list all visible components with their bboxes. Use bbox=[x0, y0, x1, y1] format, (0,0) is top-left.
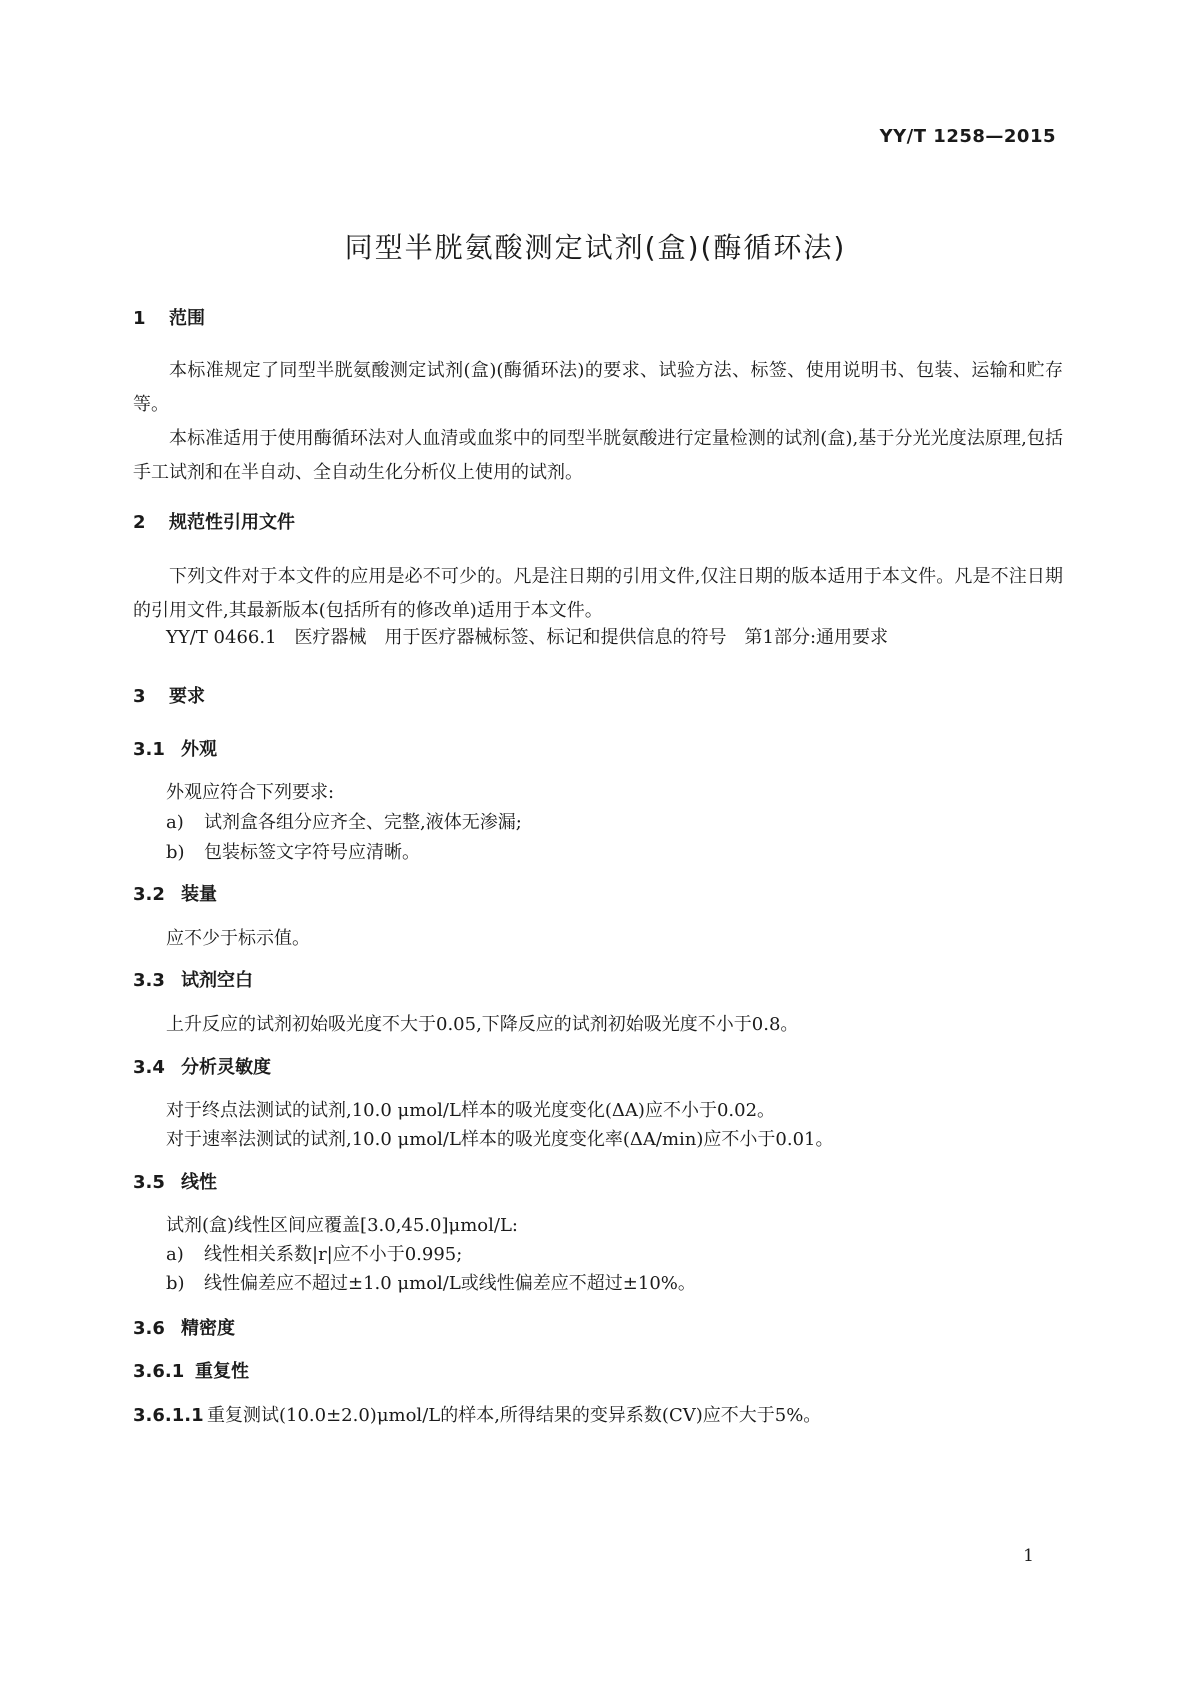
item-label: b) bbox=[166, 1273, 185, 1294]
linearity-item-a bbox=[166, 1240, 462, 1266]
section-title: 要求 bbox=[169, 686, 205, 707]
section-3-heading bbox=[133, 682, 205, 708]
repeatability-text: 重复测试(10.0±2.0)μmol/L的样本,所得结果的变异系数(CV)应不大于5%。 bbox=[207, 1405, 822, 1426]
section-3-3-heading bbox=[133, 966, 253, 992]
section-3-1-heading bbox=[133, 735, 217, 761]
item-text: 线性相关系数|r|应不小于0.995; bbox=[204, 1244, 463, 1265]
linearity-intro: 试剂(盒)线性区间应覆盖[3.0,45.0]μmol/L: bbox=[166, 1215, 518, 1236]
sensitivity-rate-text: 对于速率法测试的试剂,10.0 μmol/L样本的吸光度变化率(ΔA/min)应不小于0.01。 bbox=[166, 1129, 834, 1150]
section-title: 线性 bbox=[181, 1172, 217, 1193]
section-number: 3.2 bbox=[133, 884, 165, 905]
section-title: 精密度 bbox=[181, 1318, 235, 1339]
section-3-6-1-1 bbox=[133, 1401, 821, 1427]
section-2-paragraph: 下列文件对于本文件的应用是必不可少的。凡是注日期的引用文件,仅注日期的版本适用于本文件。凡是不注日期的引用文件,其最新版本(包括所有的修改单)适用于本文件。 bbox=[133, 566, 1063, 621]
item-label: a) bbox=[166, 1244, 184, 1265]
section-number: 3.6.1.1 bbox=[133, 1405, 204, 1426]
section-number: 1 bbox=[133, 308, 146, 329]
section-title: 外观 bbox=[181, 739, 217, 760]
item-label: b) bbox=[166, 842, 185, 863]
section-number: 3 bbox=[133, 686, 146, 707]
document-title: 同型半胱氨酸测定试剂(盒)(酶循环法) bbox=[344, 231, 847, 264]
linearity-item-b bbox=[166, 1269, 696, 1295]
section-3-2-heading bbox=[133, 880, 217, 906]
fill-volume-text: 应不少于标示值。 bbox=[166, 928, 310, 949]
item-text: 线性偏差应不超过±1.0 μmol/L或线性偏差应不超过±10%。 bbox=[204, 1273, 696, 1294]
section-1-paragraph-2: 本标准适用于使用酶循环法对人血清或血浆中的同型半胱氨酸进行定量检测的试剂(盒),基于分光光度法原理,包括手工试剂和在半自动、全自动生化分析仪上使用的试剂。 bbox=[133, 428, 1063, 483]
item-text: 试剂盒各组分应齐全、完整,液体无渗漏; bbox=[204, 812, 522, 833]
section-title: 试剂空白 bbox=[181, 970, 253, 991]
section-3-5-heading bbox=[133, 1168, 217, 1194]
section-title: 重复性 bbox=[195, 1361, 249, 1382]
normative-reference: YY/T 0466.1 医疗器械 用于医疗器械标签、标记和提供信息的符号 第1部分:通用要求 bbox=[166, 627, 889, 648]
section-number: 2 bbox=[133, 512, 146, 533]
section-3-6-heading bbox=[133, 1314, 235, 1340]
reagent-blank-text: 上升反应的试剂初始吸光度不大于0.05,下降反应的试剂初始吸光度不小于0.8。 bbox=[166, 1014, 799, 1035]
item-text: 包装标签文字符号应清晰。 bbox=[204, 842, 420, 863]
item-label: a) bbox=[166, 812, 184, 833]
standard-code: YY/T 1258—2015 bbox=[879, 126, 1056, 147]
section-number: 3.3 bbox=[133, 970, 165, 991]
section-3-6-1-heading bbox=[133, 1357, 249, 1383]
sensitivity-endpoint-text: 对于终点法测试的试剂,10.0 μmol/L样本的吸光度变化(ΔA)应不小于0.02。 bbox=[166, 1100, 776, 1121]
section-number: 3.1 bbox=[133, 739, 165, 760]
section-1-heading bbox=[133, 304, 205, 330]
appearance-intro: 外观应符合下列要求: bbox=[166, 782, 335, 803]
section-title: 装量 bbox=[181, 884, 217, 905]
section-number: 3.6 bbox=[133, 1318, 165, 1339]
section-2-heading bbox=[133, 508, 295, 534]
appearance-item-a bbox=[166, 808, 522, 834]
section-number: 3.6.1 bbox=[133, 1361, 185, 1382]
section-3-4-heading bbox=[133, 1053, 271, 1079]
section-number: 3.5 bbox=[133, 1172, 165, 1193]
section-title: 范围 bbox=[169, 308, 205, 329]
section-1-paragraph-1: 本标准规定了同型半胱氨酸测定试剂(盒)(酶循环法)的要求、试验方法、标签、使用说明书、包装、运输和贮存等。 bbox=[133, 360, 1063, 415]
appearance-item-b bbox=[166, 838, 420, 864]
section-number: 3.4 bbox=[133, 1057, 165, 1078]
section-title: 分析灵敏度 bbox=[181, 1057, 271, 1078]
section-title: 规范性引用文件 bbox=[169, 512, 295, 533]
page-number: 1 bbox=[1023, 1546, 1034, 1566]
